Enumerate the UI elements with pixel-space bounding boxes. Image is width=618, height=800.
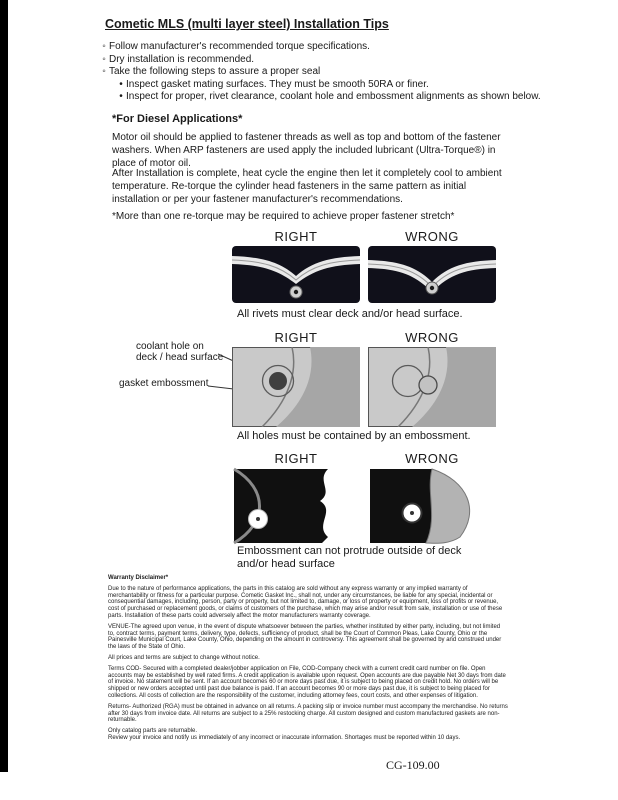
tip-text: Dry installation is recommended.	[109, 53, 255, 65]
deck-shape	[370, 469, 432, 543]
row3-caption	[237, 545, 461, 571]
rivet-wrong-figure	[368, 246, 496, 303]
bolt-hole-center	[410, 511, 414, 515]
diesel-applications-heading: *For Diesel Applications*	[112, 113, 243, 125]
page-left-border	[0, 0, 8, 772]
tip-item	[99, 54, 541, 67]
sub-tip-text: Inspect for proper, rivet clearance, coolant hole and embossment alignments as shown below.	[126, 91, 541, 102]
caption-line: Embossment can not protrude outside of deck	[237, 545, 462, 557]
warranty-disclaimer-heading: Warranty Disclaimer*	[108, 575, 169, 581]
sub-tip-item	[116, 91, 541, 104]
legal-paragraph: Due to the nature of performance applications, the parts in this catalog are sold without any express warranty or any implied warranty of merchantability or fitness for a particular purpose. Cometic Gasket Inc., shall not, under any circumstances, be liable for any special, incidental or consequential damages, including, person, party or property, but not limited to, damage, or loss of property or equipment, loss of profits or revenue, cost of purchased or replacement goods, or claims of customers of the purchase, which may arise and/or result from sale, installation or use of these parts. Installation of these parts could adversely affect the motor manufacturers warranty coverage.	[108, 585, 503, 619]
open-bullet-icon: ◦	[102, 41, 106, 52]
legal-paragraph: Only catalog parts are returnable.	[108, 728, 198, 735]
row3-right-label: RIGHT	[274, 451, 318, 466]
tip-text: Take the following steps to assure a proper seal	[109, 66, 321, 77]
row1-caption: All rivets must clear deck and/or head surface.	[237, 308, 463, 320]
row2-right-label: RIGHT	[274, 330, 318, 345]
retorque-note: *More than one re-torque may be required to achieve proper fastener stretch*	[112, 211, 455, 222]
tip-item	[99, 66, 541, 79]
open-bullet-icon: ◦	[102, 53, 106, 65]
caption-line: and/or head surface	[237, 558, 335, 570]
embossment-right-figure	[232, 347, 360, 427]
legal-paragraph: Terms COD- Secured with a completed dealer/jobber application on File, COD-Company check with a current credit card number on file. Open accounts may be established by well rated firms. A credit application is available upon request. Open accounts are due payable Net 30 days from date of invoice. No statement will be sent. If an account becomes 60 or more days past due, it is subject to being placed on credit hold. No orders will be shipped or new orders accepted until past due balance is paid. If an account becomes 90 or more days past due, it is subject to being placed for collections. All costs of collection are the responsibility of the customer, including attorney fees, court costs, and other expenses of litigation.	[108, 665, 506, 699]
annotation-text: deck / head surface	[136, 352, 224, 363]
protruding-embossment-shape	[426, 469, 470, 543]
row1-wrong-label: WRONG	[405, 229, 459, 244]
rivet-center	[430, 286, 434, 290]
protrusion-right-figure	[232, 467, 360, 545]
coolant-hole-icon	[269, 372, 287, 390]
page-code: CG-109.00	[386, 758, 440, 772]
row3-wrong-label: WRONG	[405, 451, 459, 466]
coolant-hole-icon	[419, 376, 437, 394]
legal-paragraph: VENUE-The agreed upon venue, in the event of dispute whatsoever between the parties, whether instituted by either party, including, but not limited to, contract terms, payment terms, delivery, type, defects, sufficiency of product, shall be the Court of Common Pleas, Lake County, Ohio or the Painesville Municipal Court, Lake County, Ohio, depending on the amount in controversy. This agreement shall be governed by and construed under the laws of the State of Ohio.	[108, 623, 502, 651]
filled-bullet-icon: •	[119, 78, 123, 90]
rivet-center	[294, 290, 298, 294]
embossment-wrong-figure	[368, 347, 496, 427]
row2-wrong-label: WRONG	[405, 330, 459, 345]
protrusion-wrong-figure	[368, 467, 496, 545]
filled-bullet-icon: •	[119, 91, 123, 102]
legal-paragraph: Review your invoice and notify us immediately of any incorrect or inaccurate information. Shortages must be reported within 10 days.	[108, 734, 461, 741]
rivet-right-figure	[232, 246, 360, 303]
row2-caption: All holes must be contained by an embossment.	[237, 430, 471, 442]
diesel-paragraph-2: After Installation is complete, heat cycle the engine then let it completely cool to ambient temperature. Re-torque the cylinder head fasteners in the same pattern as initial installation or per your fastener manufacturer's recommendations.	[112, 168, 502, 205]
sub-tip-item	[116, 79, 541, 92]
installation-tips-list	[99, 41, 541, 104]
row1-right-label: RIGHT	[274, 229, 318, 244]
legal-paragraph: Returns- Authorized (RGA) must be obtained in advance on all returns. A packing slip or invoice number must accompany the merchandise. No returns after 30 days from invoice date. All returns are subject to a 25% restocking charge. All custom designed and custom manufactured gaskets are non-returnable.	[108, 703, 508, 724]
diesel-paragraph-1: Motor oil should be applied to fastener threads as well as top and bottom of the fastener washers. When ARP fasteners are used apply the included lubricant (Ultra-Torque®) in place of motor oil.	[112, 132, 501, 169]
tip-item	[99, 41, 541, 54]
open-bullet-icon: ◦	[102, 66, 106, 77]
legal-paragraph: All prices and terms are subject to change without notice.	[108, 654, 260, 661]
page-title: Cometic MLS (multi layer steel) Installation Tips	[105, 17, 389, 31]
annotation-text: coolant hole on	[136, 341, 204, 352]
legal-section	[108, 575, 508, 746]
gasket-embossment-annotation: gasket embossment	[119, 378, 209, 389]
tip-text: Follow manufacturer's recommended torque specifications.	[109, 41, 370, 52]
bolt-hole-center	[256, 517, 260, 521]
sub-tip-text: Inspect gasket mating surfaces. They must be smooth 50RA or finer.	[126, 78, 429, 90]
